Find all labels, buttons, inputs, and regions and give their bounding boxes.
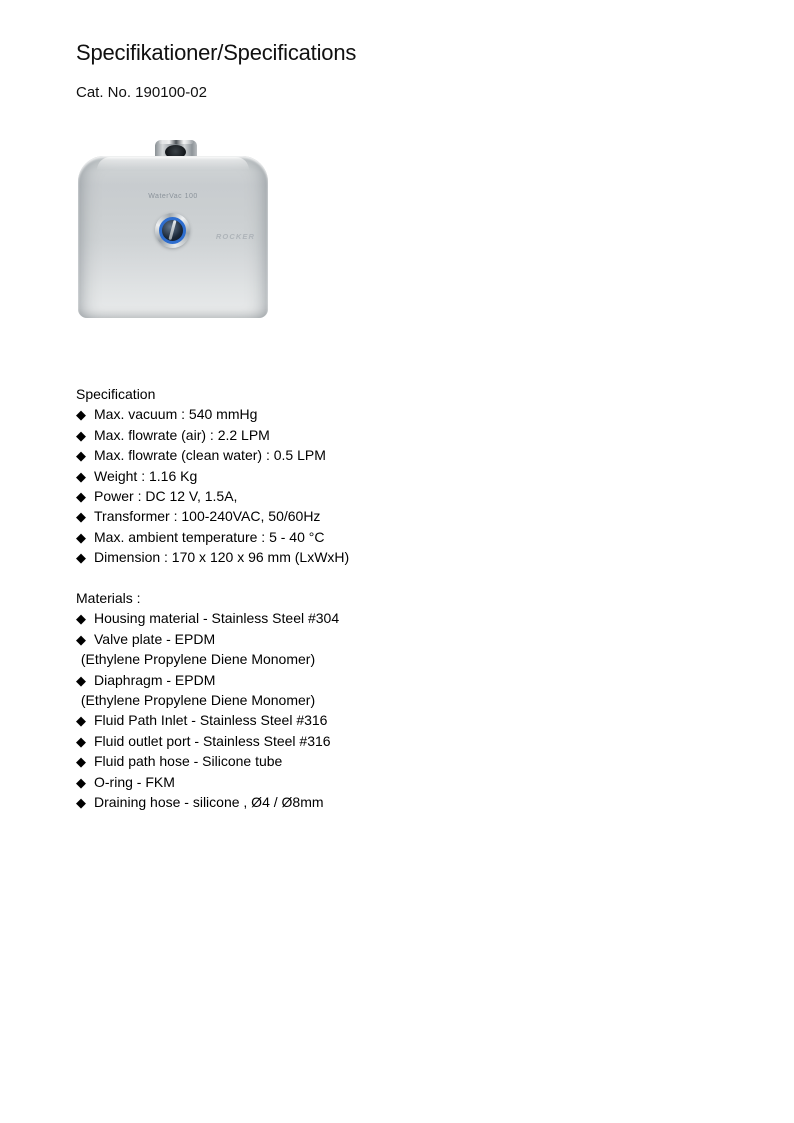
- device-body: [78, 156, 268, 318]
- catalog-number: Cat. No. 190100-02: [76, 84, 207, 101]
- list-item: [76, 404, 349, 424]
- list-item-text: Draining hose - silicone , Ø4 / Ø8mm: [94, 793, 324, 810]
- list-item-text: Fluid outlet port - Stainless Steel #316: [94, 732, 331, 749]
- list-item-text: O-ring - FKM: [94, 773, 175, 790]
- specification-section: [76, 384, 349, 568]
- diamond-bullet-icon: ◆: [76, 551, 86, 567]
- diamond-bullet-icon: ◆: [76, 755, 86, 771]
- power-button-icon: [155, 213, 190, 248]
- list-item: [76, 772, 339, 792]
- list-item-text: Dimension : 170 x 120 x 96 mm (LxWxH): [94, 549, 350, 566]
- materials-heading: Materials :: [76, 590, 141, 606]
- list-item-text: (Ethylene Propylene Diene Monomer): [77, 651, 316, 668]
- list-item: [76, 445, 349, 465]
- list-item-text: Valve plate - EPDM: [94, 630, 216, 647]
- specification-heading: Specification: [76, 386, 156, 402]
- list-item: [76, 670, 339, 690]
- list-item: [76, 425, 349, 445]
- diamond-bullet-icon: ◆: [76, 408, 86, 424]
- list-item-text: Max. flowrate (clean water) : 0.5 LPM: [94, 447, 326, 464]
- list-item-text: Fluid Path Inlet - Stainless Steel #316: [94, 712, 328, 729]
- list-item-text: Max. flowrate (air) : 2.2 LPM: [94, 426, 270, 443]
- page-title: Specifikationer/Specifications: [76, 40, 357, 65]
- list-item-text: Power : DC 12 V, 1.5A,: [94, 487, 238, 504]
- diamond-bullet-icon: ◆: [76, 775, 86, 791]
- list-item-text: Max. ambient temperature : 5 - 40 °C: [94, 528, 325, 545]
- diamond-bullet-icon: ◆: [76, 510, 86, 526]
- diamond-bullet-icon: ◆: [76, 734, 86, 750]
- list-item: [76, 751, 339, 771]
- list-item: [76, 731, 339, 751]
- device-model-label: WaterVac 100: [148, 193, 198, 200]
- diamond-bullet-icon: ◆: [76, 795, 86, 811]
- diamond-bullet-icon: ◆: [76, 428, 86, 444]
- list-item: [76, 527, 349, 547]
- list-item-text: Max. vacuum : 540 mmHg: [94, 406, 258, 423]
- list-item-text: Diaphragm - EPDM: [94, 671, 216, 688]
- list-item: [76, 547, 349, 567]
- list-item: [76, 792, 339, 812]
- diamond-bullet-icon: ◆: [76, 612, 86, 628]
- diamond-bullet-icon: ◆: [76, 449, 86, 465]
- diamond-bullet-icon: ◆: [76, 673, 86, 689]
- diamond-bullet-icon: ◆: [76, 632, 86, 648]
- list-item: [76, 506, 349, 526]
- list-item-text: (Ethylene Propylene Diene Monomer): [77, 691, 316, 708]
- diamond-bullet-icon: ◆: [76, 469, 86, 485]
- list-item-text: Transformer : 100-240VAC, 50/60Hz: [94, 508, 321, 525]
- materials-section: [76, 588, 339, 812]
- product-image: [75, 140, 271, 318]
- diamond-bullet-icon: ◆: [76, 714, 86, 730]
- list-item: [76, 649, 339, 669]
- list-item-text: Housing material - Stainless Steel #304: [94, 610, 340, 627]
- diamond-bullet-icon: ◆: [76, 530, 86, 546]
- list-item: [76, 710, 339, 730]
- list-item: [76, 608, 339, 628]
- list-item: [76, 486, 349, 506]
- list-item: [76, 466, 349, 486]
- list-item: [76, 629, 339, 649]
- list-item-text: Fluid path hose - Silicone tube: [94, 753, 283, 770]
- list-item-text: Weight : 1.16 Kg: [94, 467, 198, 484]
- brand-logo: ROCKER: [215, 232, 255, 241]
- diamond-bullet-icon: ◆: [76, 489, 86, 505]
- materials-list: [76, 608, 339, 812]
- list-item: [76, 690, 339, 710]
- specification-list: [76, 404, 349, 567]
